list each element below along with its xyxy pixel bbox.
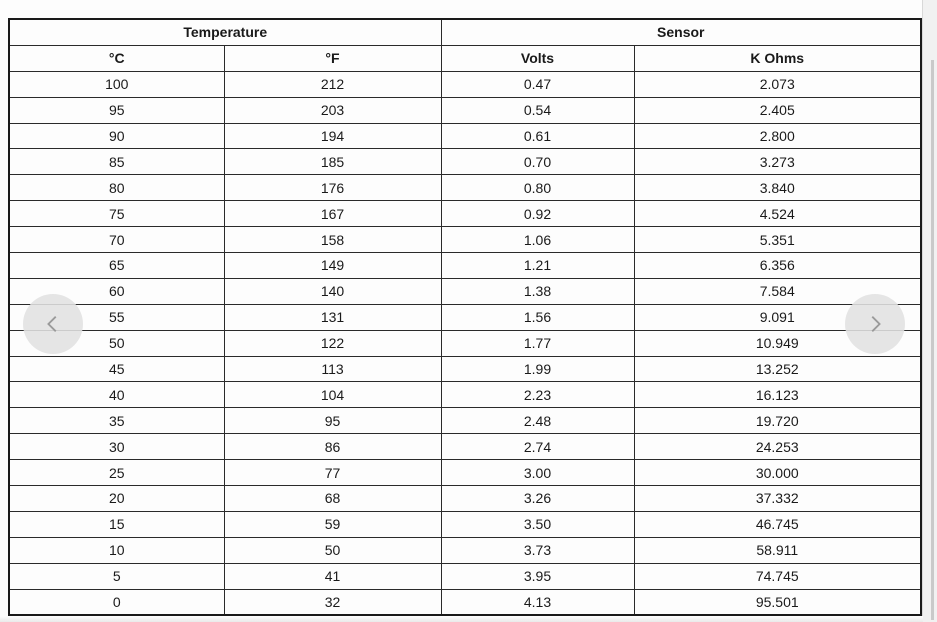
kohms-cell: 3.273 xyxy=(634,149,921,175)
celsius-cell: 20 xyxy=(9,486,224,512)
celsius-cell: 10 xyxy=(9,537,224,563)
celsius-cell: 45 xyxy=(9,356,224,382)
volts-cell: 0.70 xyxy=(441,149,634,175)
volts-column-header: Volts xyxy=(441,45,634,71)
group-header-row xyxy=(9,19,921,45)
kohms-cell: 95.501 xyxy=(634,589,921,615)
temperature-group-header: Temperature xyxy=(9,19,441,45)
table-row xyxy=(9,408,921,434)
fahrenheit-cell: 212 xyxy=(224,71,441,97)
table-row xyxy=(9,97,921,123)
volts-cell: 0.47 xyxy=(441,71,634,97)
volts-cell: 1.99 xyxy=(441,356,634,382)
fahrenheit-cell: 122 xyxy=(224,330,441,356)
volts-cell: 3.26 xyxy=(441,486,634,512)
celsius-cell: 40 xyxy=(9,382,224,408)
celsius-cell: 50 xyxy=(9,330,224,356)
table-row xyxy=(9,563,921,589)
fahrenheit-cell: 104 xyxy=(224,382,441,408)
volts-cell: 0.61 xyxy=(441,123,634,149)
kohms-cell: 19.720 xyxy=(634,408,921,434)
kohms-cell: 5.351 xyxy=(634,227,921,253)
table-row xyxy=(9,304,921,330)
kohms-cell: 10.949 xyxy=(634,330,921,356)
fahrenheit-cell: 149 xyxy=(224,253,441,279)
sensor-table xyxy=(8,18,922,616)
sensor-group-header: Sensor xyxy=(441,19,921,45)
celsius-column-header: °C xyxy=(9,45,224,71)
fahrenheit-cell: 113 xyxy=(224,356,441,382)
fahrenheit-cell: 95 xyxy=(224,408,441,434)
volts-cell: 0.54 xyxy=(441,97,634,123)
volts-cell: 0.92 xyxy=(441,201,634,227)
table-row xyxy=(9,356,921,382)
celsius-cell: 35 xyxy=(9,408,224,434)
fahrenheit-cell: 41 xyxy=(224,563,441,589)
kohms-cell: 6.356 xyxy=(634,253,921,279)
table-row xyxy=(9,511,921,537)
volts-cell: 3.73 xyxy=(441,537,634,563)
celsius-cell: 15 xyxy=(9,511,224,537)
kohms-cell: 24.253 xyxy=(634,434,921,460)
celsius-cell: 95 xyxy=(9,97,224,123)
table-row xyxy=(9,382,921,408)
fahrenheit-cell: 140 xyxy=(224,278,441,304)
table-row xyxy=(9,227,921,253)
celsius-cell: 75 xyxy=(9,201,224,227)
kohms-cell: 16.123 xyxy=(634,382,921,408)
kohms-cell: 7.584 xyxy=(634,278,921,304)
volts-cell: 0.80 xyxy=(441,175,634,201)
celsius-cell: 90 xyxy=(9,123,224,149)
kohms-cell: 58.911 xyxy=(634,537,921,563)
fahrenheit-cell: 194 xyxy=(224,123,441,149)
celsius-cell: 60 xyxy=(9,278,224,304)
kohms-cell: 9.091 xyxy=(634,304,921,330)
table-row xyxy=(9,434,921,460)
table-row xyxy=(9,253,921,279)
volts-cell: 1.21 xyxy=(441,253,634,279)
previous-button[interactable] xyxy=(23,294,83,354)
viewer-right-edge xyxy=(922,0,937,622)
chevron-left-icon xyxy=(42,313,64,335)
volts-cell: 3.50 xyxy=(441,511,634,537)
volts-cell: 1.56 xyxy=(441,304,634,330)
volts-cell: 2.48 xyxy=(441,408,634,434)
celsius-cell: 30 xyxy=(9,434,224,460)
kohms-cell: 13.252 xyxy=(634,356,921,382)
fahrenheit-cell: 68 xyxy=(224,486,441,512)
table-row xyxy=(9,123,921,149)
volts-cell: 1.77 xyxy=(441,330,634,356)
viewer-bottom-edge xyxy=(0,616,923,622)
kohms-cell: 4.524 xyxy=(634,201,921,227)
kohms-cell: 2.405 xyxy=(634,97,921,123)
kohms-cell: 74.745 xyxy=(634,563,921,589)
celsius-cell: 25 xyxy=(9,460,224,486)
fahrenheit-cell: 185 xyxy=(224,149,441,175)
volts-cell: 4.13 xyxy=(441,589,634,615)
kohms-cell: 37.332 xyxy=(634,486,921,512)
table-row xyxy=(9,149,921,175)
volts-cell: 1.06 xyxy=(441,227,634,253)
kohms-cell: 2.800 xyxy=(634,123,921,149)
kohms-cell: 30.000 xyxy=(634,460,921,486)
chevron-right-icon xyxy=(864,313,886,335)
fahrenheit-cell: 32 xyxy=(224,589,441,615)
volts-cell: 2.74 xyxy=(441,434,634,460)
celsius-cell: 65 xyxy=(9,253,224,279)
kohms-column-header: K Ohms xyxy=(634,45,921,71)
table-row xyxy=(9,278,921,304)
celsius-cell: 55 xyxy=(9,304,224,330)
celsius-cell: 5 xyxy=(9,563,224,589)
volts-cell: 3.95 xyxy=(441,563,634,589)
column-header-row xyxy=(9,45,921,71)
fahrenheit-cell: 77 xyxy=(224,460,441,486)
table-row xyxy=(9,460,921,486)
fahrenheit-column-header: °F xyxy=(224,45,441,71)
table-row xyxy=(9,589,921,615)
kohms-cell: 3.840 xyxy=(634,175,921,201)
volts-cell: 3.00 xyxy=(441,460,634,486)
table-row xyxy=(9,71,921,97)
kohms-cell: 46.745 xyxy=(634,511,921,537)
fahrenheit-cell: 59 xyxy=(224,511,441,537)
table-body xyxy=(9,71,921,615)
celsius-cell: 80 xyxy=(9,175,224,201)
fahrenheit-cell: 203 xyxy=(224,97,441,123)
celsius-cell: 70 xyxy=(9,227,224,253)
fahrenheit-cell: 176 xyxy=(224,175,441,201)
celsius-cell: 0 xyxy=(9,589,224,615)
volts-cell: 1.38 xyxy=(441,278,634,304)
celsius-cell: 85 xyxy=(9,149,224,175)
fahrenheit-cell: 131 xyxy=(224,304,441,330)
volts-cell: 2.23 xyxy=(441,382,634,408)
fahrenheit-cell: 86 xyxy=(224,434,441,460)
table-row xyxy=(9,537,921,563)
table-row xyxy=(9,175,921,201)
celsius-cell: 100 xyxy=(9,71,224,97)
fahrenheit-cell: 167 xyxy=(224,201,441,227)
fahrenheit-cell: 158 xyxy=(224,227,441,253)
table-row xyxy=(9,330,921,356)
next-button[interactable] xyxy=(845,294,905,354)
kohms-cell: 2.073 xyxy=(634,71,921,97)
table-row xyxy=(9,201,921,227)
table-row xyxy=(9,486,921,512)
fahrenheit-cell: 50 xyxy=(224,537,441,563)
